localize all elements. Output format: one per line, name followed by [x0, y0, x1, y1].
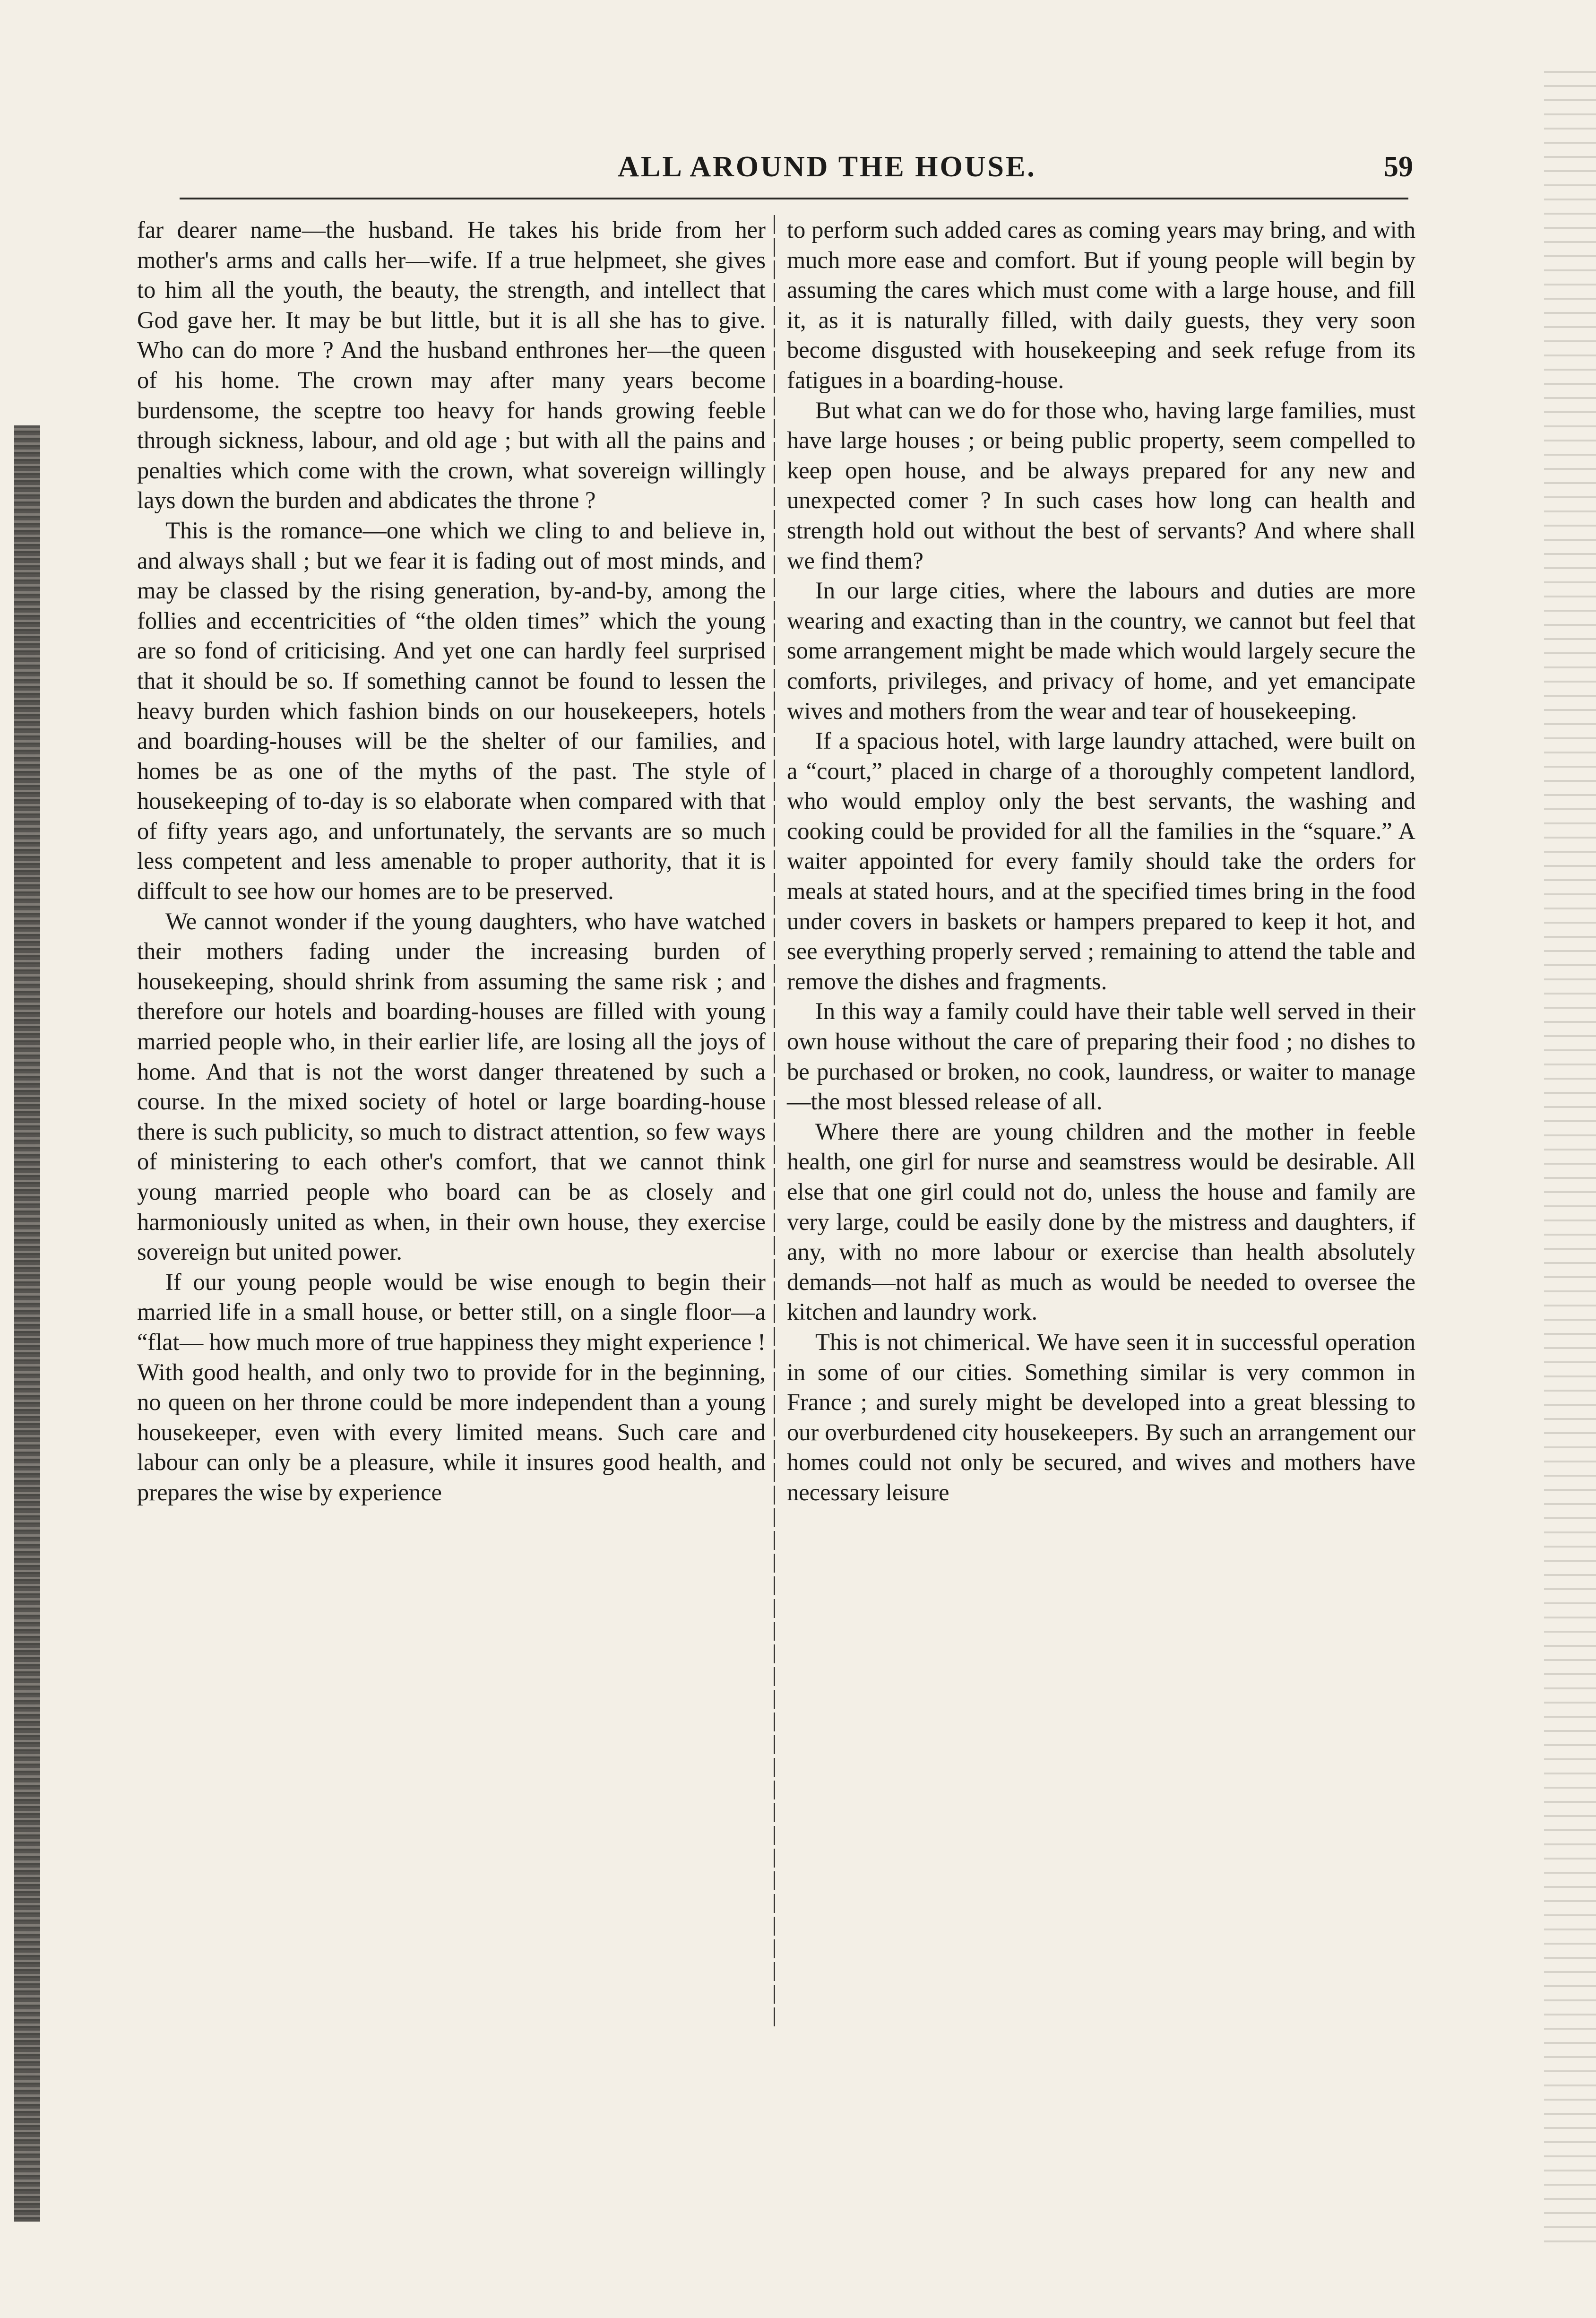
- paragraph: We cannot wonder if the young daughters, who have watched their mothers fading under the increasing burden of housekeeping, should shrink from assuming the same risk ; and therefore our hotels and boarding-houses are filled with young married people who, in their earlier life, are losing all the joys of home. And that is not the worst danger threatened by such a course. In the mixed society of hotel or large boarding-house there is such publicity, so much to distract attention, so few ways of ministering to each other's comfort, that we cannot think young married people who board can be as closely and harmoniously united as when, in their own house, they exercise sovereign but united power.: [137, 908, 766, 1265]
- paragraph: far dearer name—the husband. He takes his bride from her mother's arms and calls her—wife. If a true helpmeet, she gives to him all the youth, the beauty, the strength, and intellect that God gave her. It may be but little, but it is all she has to give. Who can do more ? And the husband enthrones her—the queen of his home. The crown may after many years become burdensome, the sceptre too heavy for hands growing feeble through sickness, labour, and old age ; but with all the pains and penalties which come with the crown, what sovereign willingly lays down the burden and abdicates the throne ?: [137, 216, 766, 514]
- binding-edge: [14, 425, 40, 2222]
- paragraph: This is not chimerical. We have seen it in successful operation in some of our cities. Something similar is very common in France ; and surely might be developed into a great blessing to our overburdened city housekeepers. By such an arrangement our homes could not only be secured, and wives and mothers have necessary leisure: [787, 1328, 1415, 1505]
- left-column: [137, 215, 766, 1508]
- paragraph: But what can we do for those who, having large families, must have large houses ; or being public property, seem compelled to keep open house, and be always prepared for any new and unexpected comer ? In such cases how long can health and strength hold out without the best of servants? And where shall we find them?: [787, 397, 1415, 574]
- paragraph: to perform such added cares as coming years may bring, and with much more ease and comfort. But if young people will begin by assuming the cares which must come with a large house, and fill it, as it is naturally filled, with daily guests, they very soon become disgusted with housekeeping and seek refuge from its fatigues in a boarding-house.: [787, 216, 1415, 393]
- page-edge-marks: [1544, 71, 1596, 2245]
- paragraph: If a spacious hotel, with large laundry attached, were built on a “court,” placed in charge of a thoroughly competent landlord, who would employ only the best servants, the washing and cooking could be provided for all the families in the “square.” A waiter appointed for every family should take the orders for meals at stated hours, and at the specified times bring in the food under covers in baskets or hampers prepared to keep it hot, and see everything properly served ; remaining to attend the table and remove the dishes and fragments.: [787, 727, 1415, 995]
- paragraph: Where there are young children and the mother in feeble health, one girl for nurse and seamstress would be desirable. All else that one girl could not do, unless the house and family are very large, could be easily done by the mistress and daughters, if any, with no more labour or exercise than health absolutely demands—not half as much as would be needed to oversee the kitchen and laundry work.: [787, 1118, 1415, 1325]
- page-header: [142, 142, 1441, 194]
- right-column: [787, 215, 1415, 1508]
- column-divider: [774, 215, 775, 2030]
- page-number: 59: [1384, 151, 1413, 183]
- paragraph: In this way a family could have their table well served in their own house without the care of preparing their food ; no dishes to be purchased or broken, no cook, laundress, or waiter to manage—the most blessed release of all.: [787, 998, 1415, 1115]
- running-title: ALL AROUND THE HOUSE.: [618, 151, 1036, 183]
- paragraph: If our young people would be wise enough to begin their married life in a small house, or better still, on a single floor—a “flat— how much more of true happiness they might experience ! With good health, and only two to provide for in the beginning, no queen on her throne could be more independent than a young housekeeper, even with every limited means. Such care and labour can only be a pleasure, while it insures good health, and prepares the wise by experience: [137, 1268, 766, 1505]
- header-rule: [180, 198, 1408, 199]
- paragraph: In our large cities, where the labours and duties are more wearing and exacting than in the country, we cannot but feel that some arrangement might be made which would largely secure the comforts, privileges, and privacy of home, and yet emancipate wives and mothers from the wear and tear of housekeeping.: [787, 577, 1415, 724]
- paragraph: This is the romance—one which we cling to and believe in, and always shall ; but we fear it is fading out of most minds, and may be classed by the rising generation, by-and-by, among the follies and eccentricities of “the olden times” which the young are so fond of criticising. And yet one can hardly feel surprised that it should be so. If something cannot be found to lessen the heavy burden which fashion binds on our housekeepers, hotels and boarding-houses will be the shelter of our families, and homes be as one of the myths of the past. The style of housekeeping of to-day is so elaborate when compared with that of fifty years ago, and unfortunately, the servants are so much less competent and less amenable to proper authority, that it is diffcult to see how our homes are to be preserved.: [137, 517, 766, 905]
